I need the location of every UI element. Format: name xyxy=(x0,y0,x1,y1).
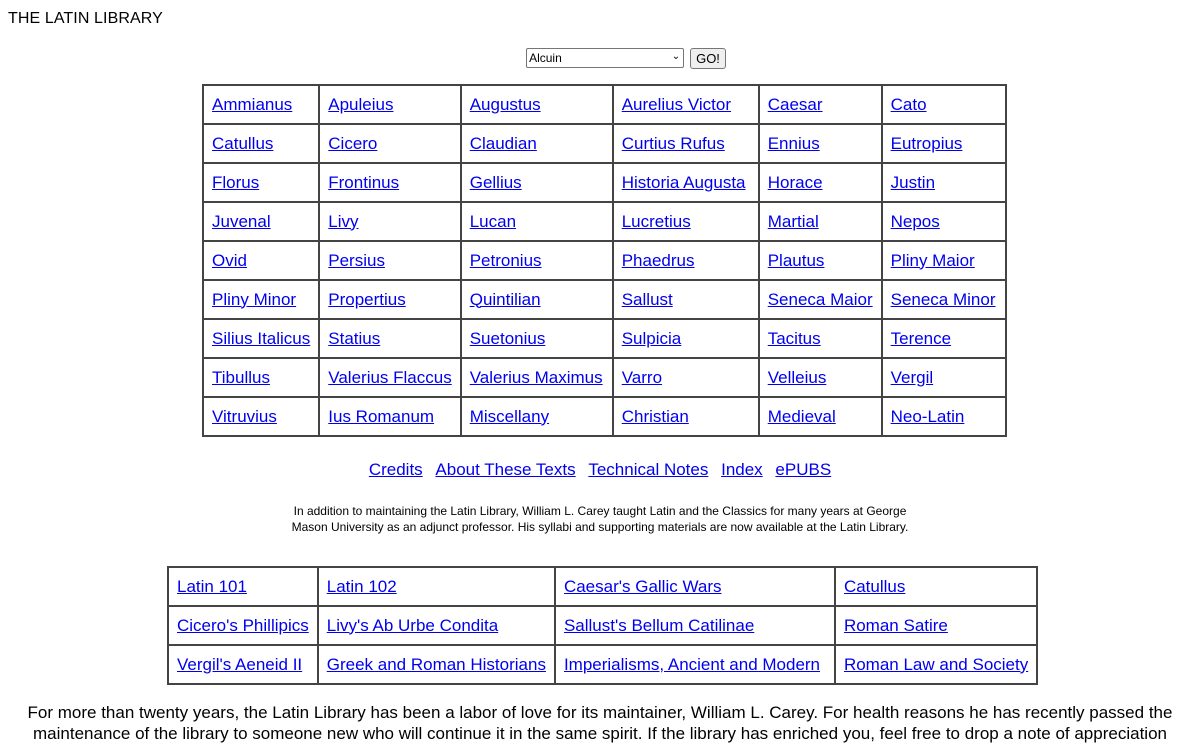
author-cell xyxy=(461,85,613,124)
author-cell xyxy=(203,319,319,358)
author-cell xyxy=(461,202,613,241)
author-cell xyxy=(613,124,759,163)
course-cell xyxy=(555,645,835,684)
author-cell-link[interactable]: Persius xyxy=(328,250,385,270)
author-cell xyxy=(759,85,882,124)
author-cell xyxy=(613,280,759,319)
author-cell-link[interactable]: Ennius xyxy=(767,133,820,153)
author-cell-link[interactable]: Cato xyxy=(890,94,927,114)
author-cell xyxy=(319,358,460,397)
author-cell-link[interactable]: Gellius xyxy=(469,172,522,192)
epubs-link[interactable]: ePUBS xyxy=(775,460,832,479)
author-cell-link[interactable]: Lucan xyxy=(469,211,517,231)
author-cell-link[interactable]: Seneca Maior xyxy=(767,289,873,309)
author-cell xyxy=(461,319,613,358)
author-row xyxy=(203,397,1006,436)
author-cell xyxy=(759,280,882,319)
carey-note: In addition to maintaining the Latin Library, William L. Carey taught Latin and the Classics for many years at George Mason University as an adjunct professor. His syllabi and supporting materials are now available at the Latin Library. xyxy=(291,504,909,534)
author-cell-link[interactable]: Propertius xyxy=(328,289,406,309)
course-cell-link[interactable]: Roman Satire xyxy=(843,615,948,635)
site-title: THE LATIN LIBRARY xyxy=(8,10,163,27)
author-cell xyxy=(613,163,759,202)
author-cell xyxy=(319,124,460,163)
author-cell xyxy=(319,85,460,124)
author-cell-link[interactable]: Eutropius xyxy=(890,133,963,153)
author-cell xyxy=(461,124,613,163)
author-cell-link[interactable]: Pliny Minor xyxy=(212,289,297,309)
author-cell xyxy=(203,85,319,124)
course-row xyxy=(168,606,1037,645)
author-cell xyxy=(319,163,460,202)
author-cell xyxy=(319,280,460,319)
author-row xyxy=(203,202,1006,241)
go-button[interactable]: GO! xyxy=(690,48,726,69)
author-cell xyxy=(203,397,319,436)
course-cell xyxy=(168,645,318,684)
about-these-texts-link[interactable]: About These Texts xyxy=(435,460,576,479)
author-cell-link[interactable]: Tibullus xyxy=(212,367,270,387)
author-cell-link[interactable]: Sallust xyxy=(621,289,673,309)
author-cell xyxy=(759,358,882,397)
author-cell xyxy=(882,85,1006,124)
author-cell-link[interactable]: Plautus xyxy=(767,250,825,270)
index-link[interactable]: Index xyxy=(721,460,763,479)
author-cell xyxy=(203,202,319,241)
course-cell-link[interactable]: Imperialisms, Ancient and Modern xyxy=(563,654,821,674)
course-cell xyxy=(318,567,555,606)
author-cell-link[interactable]: Aurelius Victor xyxy=(621,94,732,114)
author-cell-link[interactable]: Florus xyxy=(212,172,260,192)
author-cell xyxy=(759,241,882,280)
author-cell-link[interactable]: Ovid xyxy=(212,250,247,270)
course-cell xyxy=(168,606,318,645)
author-cell-link[interactable]: Phaedrus xyxy=(621,250,695,270)
course-cell xyxy=(555,567,835,606)
author-row xyxy=(203,85,1006,124)
author-cell xyxy=(461,241,613,280)
author-cell-link[interactable]: Terence xyxy=(890,328,952,348)
author-cell-link[interactable]: Silius Italicus xyxy=(212,328,311,348)
author-cell xyxy=(882,202,1006,241)
author-select[interactable] xyxy=(526,48,684,68)
author-cell-link[interactable]: Curtius Rufus xyxy=(621,133,725,153)
author-cell xyxy=(613,358,759,397)
course-cell-link[interactable]: Latin 101 xyxy=(177,576,247,596)
author-cell-link[interactable]: Martial xyxy=(767,211,819,231)
author-cell-link[interactable]: Seneca Minor xyxy=(890,289,996,309)
author-cell-link[interactable]: Suetonius xyxy=(469,328,546,348)
course-cell-link[interactable]: Roman Law and Society xyxy=(843,654,1029,674)
courses-table xyxy=(167,566,1038,685)
course-cell-link[interactable]: Sallust's Bellum Catilinae xyxy=(563,615,755,635)
course-cell-link[interactable]: Caesar's Gallic Wars xyxy=(563,576,722,596)
author-cell xyxy=(613,85,759,124)
author-cell xyxy=(461,163,613,202)
author-cell xyxy=(882,163,1006,202)
author-cell-link[interactable]: Quintilian xyxy=(469,289,541,309)
author-cell-link[interactable]: Augustus xyxy=(469,94,541,114)
author-cell xyxy=(203,241,319,280)
course-cell xyxy=(835,567,1037,606)
author-cell-link[interactable]: Varro xyxy=(621,367,663,387)
author-cell xyxy=(319,202,460,241)
author-cell-link[interactable]: Vergil xyxy=(890,367,934,387)
author-cell xyxy=(319,397,460,436)
author-cell xyxy=(882,124,1006,163)
course-cell-link[interactable]: Cicero's Phillipics xyxy=(177,615,309,635)
author-cell-link[interactable]: Ius Romanum xyxy=(328,406,435,426)
author-cell xyxy=(882,280,1006,319)
course-row xyxy=(168,567,1037,606)
chevron-down-icon: ⌄ xyxy=(671,51,681,62)
author-cell-link[interactable]: Tacitus xyxy=(767,328,821,348)
author-cell-link[interactable]: Miscellany xyxy=(469,406,550,426)
author-cell-link[interactable]: Juvenal xyxy=(212,211,271,231)
author-cell xyxy=(203,163,319,202)
author-cell-link[interactable]: Christian xyxy=(621,406,689,426)
author-cell xyxy=(759,124,882,163)
author-cell-link[interactable]: Neo-Latin xyxy=(890,406,965,426)
author-row xyxy=(203,358,1006,397)
technical-notes-link[interactable]: Technical Notes xyxy=(588,460,709,479)
course-cell xyxy=(835,645,1037,684)
course-cell xyxy=(318,606,555,645)
author-cell xyxy=(613,397,759,436)
author-cell xyxy=(461,280,613,319)
author-cell-link[interactable]: Catullus xyxy=(212,133,274,153)
author-cell-link[interactable]: Vitruvius xyxy=(212,406,277,426)
author-cell-link[interactable]: Nepos xyxy=(890,211,940,231)
course-cell-link[interactable]: Latin 102 xyxy=(326,576,397,596)
author-cell-link[interactable]: Claudian xyxy=(469,133,537,153)
authors-table xyxy=(202,84,1007,437)
author-cell-link[interactable]: Ammianus xyxy=(212,94,293,114)
author-row xyxy=(203,319,1006,358)
author-cell xyxy=(759,397,882,436)
course-cell-link[interactable]: Livy's Ab Urbe Condita xyxy=(326,615,499,635)
author-row xyxy=(203,163,1006,202)
author-cell-link[interactable]: Frontinus xyxy=(328,172,400,192)
author-cell-link[interactable]: Sulpicia xyxy=(621,328,682,348)
author-cell xyxy=(613,241,759,280)
course-cell-link[interactable]: Greek and Roman Historians xyxy=(326,654,546,674)
course-row xyxy=(168,645,1037,684)
author-select-wrapper[interactable] xyxy=(526,48,684,68)
course-cell xyxy=(835,606,1037,645)
course-cell-link[interactable]: Vergil's Aeneid II xyxy=(177,654,303,674)
course-cell xyxy=(555,606,835,645)
author-cell xyxy=(461,358,613,397)
author-cell-link[interactable]: Velleius xyxy=(767,367,827,387)
author-cell-link[interactable]: Statius xyxy=(328,328,381,348)
author-cell xyxy=(613,202,759,241)
author-cell xyxy=(203,358,319,397)
course-cell xyxy=(168,567,318,606)
author-cell xyxy=(613,319,759,358)
author-cell xyxy=(882,358,1006,397)
author-row xyxy=(203,241,1006,280)
author-cell xyxy=(203,124,319,163)
credits-link[interactable]: Credits xyxy=(368,460,423,479)
author-cell xyxy=(461,397,613,436)
author-cell-link[interactable]: Justin xyxy=(890,172,936,192)
author-cell xyxy=(319,319,460,358)
author-selector-bar xyxy=(0,47,1200,69)
author-cell xyxy=(882,397,1006,436)
author-cell xyxy=(319,241,460,280)
course-cell-link[interactable]: Catullus xyxy=(843,576,906,596)
author-cell-link[interactable]: Valerius Maximus xyxy=(469,367,603,387)
author-cell-link[interactable]: Caesar xyxy=(767,94,823,114)
author-cell-link[interactable]: Petronius xyxy=(469,250,542,270)
author-cell xyxy=(759,163,882,202)
maintainer-statement: For more than twenty years, the Latin Library has been a labor of love for its maintainer, William L. Carey. For health reasons he has recently passed the maintenance of the library to someone new who will continue it in the same spirit. If the library has enriched you, feel free to drop a note of appreciation xyxy=(27,703,1173,743)
course-cell xyxy=(318,645,555,684)
author-cell-link[interactable]: Livy xyxy=(328,211,359,231)
author-cell-link[interactable]: Lucretius xyxy=(621,211,691,231)
author-cell-link[interactable]: Medieval xyxy=(767,406,836,426)
author-cell xyxy=(759,319,882,358)
author-cell-link[interactable]: Valerius Flaccus xyxy=(328,367,452,387)
author-cell-link[interactable]: Pliny Maior xyxy=(890,250,975,270)
author-cell-link[interactable]: Cicero xyxy=(328,133,378,153)
author-row xyxy=(203,280,1006,319)
author-cell-link[interactable]: Apuleius xyxy=(328,94,394,114)
author-cell-link[interactable]: Horace xyxy=(767,172,823,192)
author-cell xyxy=(882,241,1006,280)
footer-links xyxy=(0,459,1200,481)
author-cell xyxy=(882,319,1006,358)
author-cell-link[interactable]: Historia Augusta xyxy=(621,172,746,192)
author-cell xyxy=(203,280,319,319)
author-cell xyxy=(759,202,882,241)
author-row xyxy=(203,124,1006,163)
